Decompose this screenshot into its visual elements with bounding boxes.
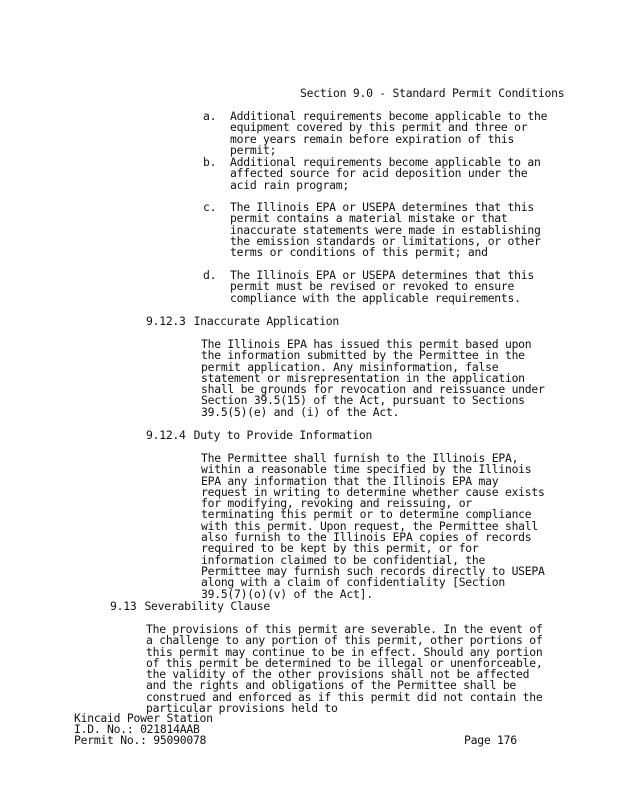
item-a-letter: a. [203,109,217,123]
item-d-letter: d. [203,268,217,282]
item-c-text: The Illinois EPA or USEPA determines that this permit contains a material mistake or that inaccurate statements were made in establishing the emission standards or limitations, or other terms or conditions of this permit; and [230,200,541,260]
section-9-12-3-heading [146,316,347,327]
item-b-letter: b. [203,155,217,169]
section-9-12-3-title: Inaccurate Application [193,314,340,328]
section-9-12-3-body: The Illinois EPA has issued this permit based upon the information submitted by the Permittee in the permit application. Any misinformation, false statement or misrepresentation in the application shall be grounds for revocation and reissuance under Section 39.5(15) of the Act, pursuant to Sections 39.5(5)(e) and (i) of the Act. [201,337,545,419]
item-c-letter: c. [203,200,217,214]
footer-permit-number: Permit No.: 95090078 [74,733,207,747]
section-9-12-3-number: 9.12.3 [146,314,186,328]
page-number: Page 176 [464,733,517,747]
section-9-13-body: The provisions of this permit are severable. In the event of a challenge to any portion of this permit, other portions of this permit may continue to be in effect. Should any portion of this permit be determined to be illegal or unenforceable, the validity of the other provisions shall not be affected and the rights and obligations of the Permittee shall be construed and enforced as if this permit did not contain the particular provisions held to [146,622,543,716]
item-b-text: Additional requirements become applicable to an affected source for acid deposition under the acid rain program; [230,155,541,192]
footer-facility: Kincaid Power Station [74,711,213,725]
section-9-13-number: 9.13 [110,599,137,613]
section-9-12-4-title: Duty to Provide Information [193,428,373,442]
section-9-12-4-heading [146,430,380,441]
section-9-12-4-number: 9.12.4 [146,428,186,442]
footer-id-number: I.D. No.: 021814AAB [74,722,200,736]
item-a-text: Additional requirements become applicable to the equipment covered by this permit and three or more years remain before expiration of this permit; [230,109,548,157]
item-d-text: The Illinois EPA or USEPA determines that this permit must be revised or revoked to ensure compliance with the applicable requirements. [230,268,534,305]
section-9-13-heading [110,601,278,612]
page-header: Section 9.0 - Standard Permit Conditions [300,86,565,100]
section-9-13-title: Severability Clause [144,599,270,613]
section-9-12-4-body: The Permittee shall furnish to the Illinois EPA, within a reasonable time specified by the Illinois EPA any information that the Illinois EPA may request in writing to determine whether cause exists for modifying, revoking and reissuing, or terminating this permit or to determine compliance with this permit. Upon request, the Permittee shall also furnish to the Illinois EPA copies of records required to be kept by this permit, or for information claimed to be confidential, the Permittee may furnish such records directly to USEPA along with a claim of confidentiality [Section 39.5(7)(o)(v) of the Act]. [201,451,545,601]
